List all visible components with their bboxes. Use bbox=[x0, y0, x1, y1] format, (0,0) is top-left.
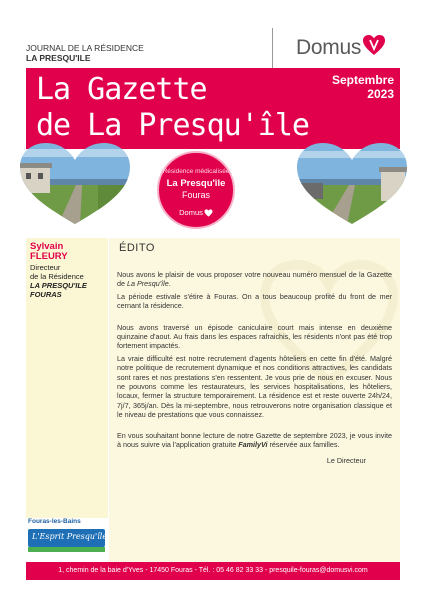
edito-paragraph-5: En vous souhaitant bonne lecture de notre Gazette de septembre 2023, je vous invite à nous suivre via l'application gratuite FamilyVi réservée aux familles. bbox=[117, 431, 392, 450]
author-role-line-2: de la Résidence bbox=[30, 272, 84, 281]
issue-year: 2023 bbox=[367, 87, 394, 101]
edito-paragraph-1: Nous avons le plaisir de vous proposer votre nouveau numéro mensuel de la Gazette de La Presqu'île. bbox=[117, 270, 392, 289]
title-banner bbox=[26, 68, 400, 149]
fouras-les-bains-logo bbox=[26, 517, 108, 562]
journal-header bbox=[26, 43, 144, 63]
author-role-line-1: Directeur bbox=[30, 263, 61, 272]
edito-signature: Le Directeur bbox=[326, 455, 366, 465]
author-sidebar bbox=[26, 238, 108, 518]
issue-date bbox=[332, 73, 394, 101]
badge-logo-text: Domus bbox=[179, 208, 203, 217]
author-last-name: FLEURY bbox=[30, 251, 68, 262]
edito-paragraph-2: La période estivale s'étire à Fouras. On a tous beaucoup profité du front de mer cernant la résidence. bbox=[117, 292, 392, 311]
domusvi-logo bbox=[296, 34, 386, 61]
residence-badge bbox=[157, 151, 235, 229]
footer-contact: 1, chemin de la baie d'Yves - 17450 Fouras - Tél. : 05 46 82 33 33 - presquile-fouras@domusvi.com bbox=[26, 562, 400, 580]
issue-month: Septembre bbox=[331, 73, 394, 87]
gazette-title bbox=[36, 72, 309, 144]
fouras-logo-script: L'Esprit Presqu'île bbox=[32, 532, 108, 541]
edito-paragraph-4: La vraie difficulté est notre recrutement d'agents hôteliers en cette fin d'été. Malgré notre politique de recrutement dynamique et nos conditions attractives, les candidats sont rares et nos prestations s'en ressentent. Je vous prie de nous en excuser. Nous ne pouvons comme les restaurateurs, les services hospitalisations, les hôteliers, locaux, fermer la structure temporairement. La résidence est et reste ouverte 24h/24, 7j/7, 365j/an. Dès la mi-septembre, nous retrouverons notre organisation classique et le niveau de prestations que vous connaissez. bbox=[117, 354, 392, 419]
fouras-logo-title: Fouras-les-Bains bbox=[28, 518, 81, 525]
residence-photo-left bbox=[18, 141, 132, 230]
badge-heart-icon bbox=[204, 209, 213, 217]
heart-logo-icon bbox=[362, 34, 386, 61]
badge-residence-name: La Presqu'île bbox=[166, 178, 226, 189]
author-residence-line-1: LA PRESQU'ILE bbox=[30, 281, 87, 290]
badge-town: Fouras bbox=[181, 190, 210, 200]
edito-content bbox=[109, 238, 400, 562]
edito-paragraph-3: Nous avons traversé un épisode caniculaire court mais intense en deuxième quinzaine d'aout. Au frais dans les espaces rafraichis, les résidents n'ont pas été trop fortement impactés. bbox=[117, 322, 392, 351]
title-line-1: La Gazette bbox=[36, 72, 207, 107]
author-residence-line-2: FOURAS bbox=[30, 290, 62, 299]
journal-label: JOURNAL DE LA RÉSIDENCE bbox=[26, 43, 144, 53]
author-first-name: Sylvain bbox=[30, 241, 64, 252]
residence-photo-right bbox=[295, 141, 409, 230]
badge-logo bbox=[159, 208, 233, 217]
logo-wordmark: Domus bbox=[296, 35, 362, 59]
residence-name: LA PRESQU'ILE bbox=[26, 53, 91, 63]
author-role bbox=[30, 263, 104, 281]
header-divider bbox=[272, 28, 273, 68]
title-line-2: de La Presqu'île bbox=[36, 108, 309, 143]
edito-title: ÉDITO bbox=[119, 242, 155, 254]
author-residence bbox=[30, 281, 104, 299]
badge-subtitle: Résidence médicalisée bbox=[162, 168, 230, 175]
fouras-logo-green-strip bbox=[28, 547, 105, 552]
